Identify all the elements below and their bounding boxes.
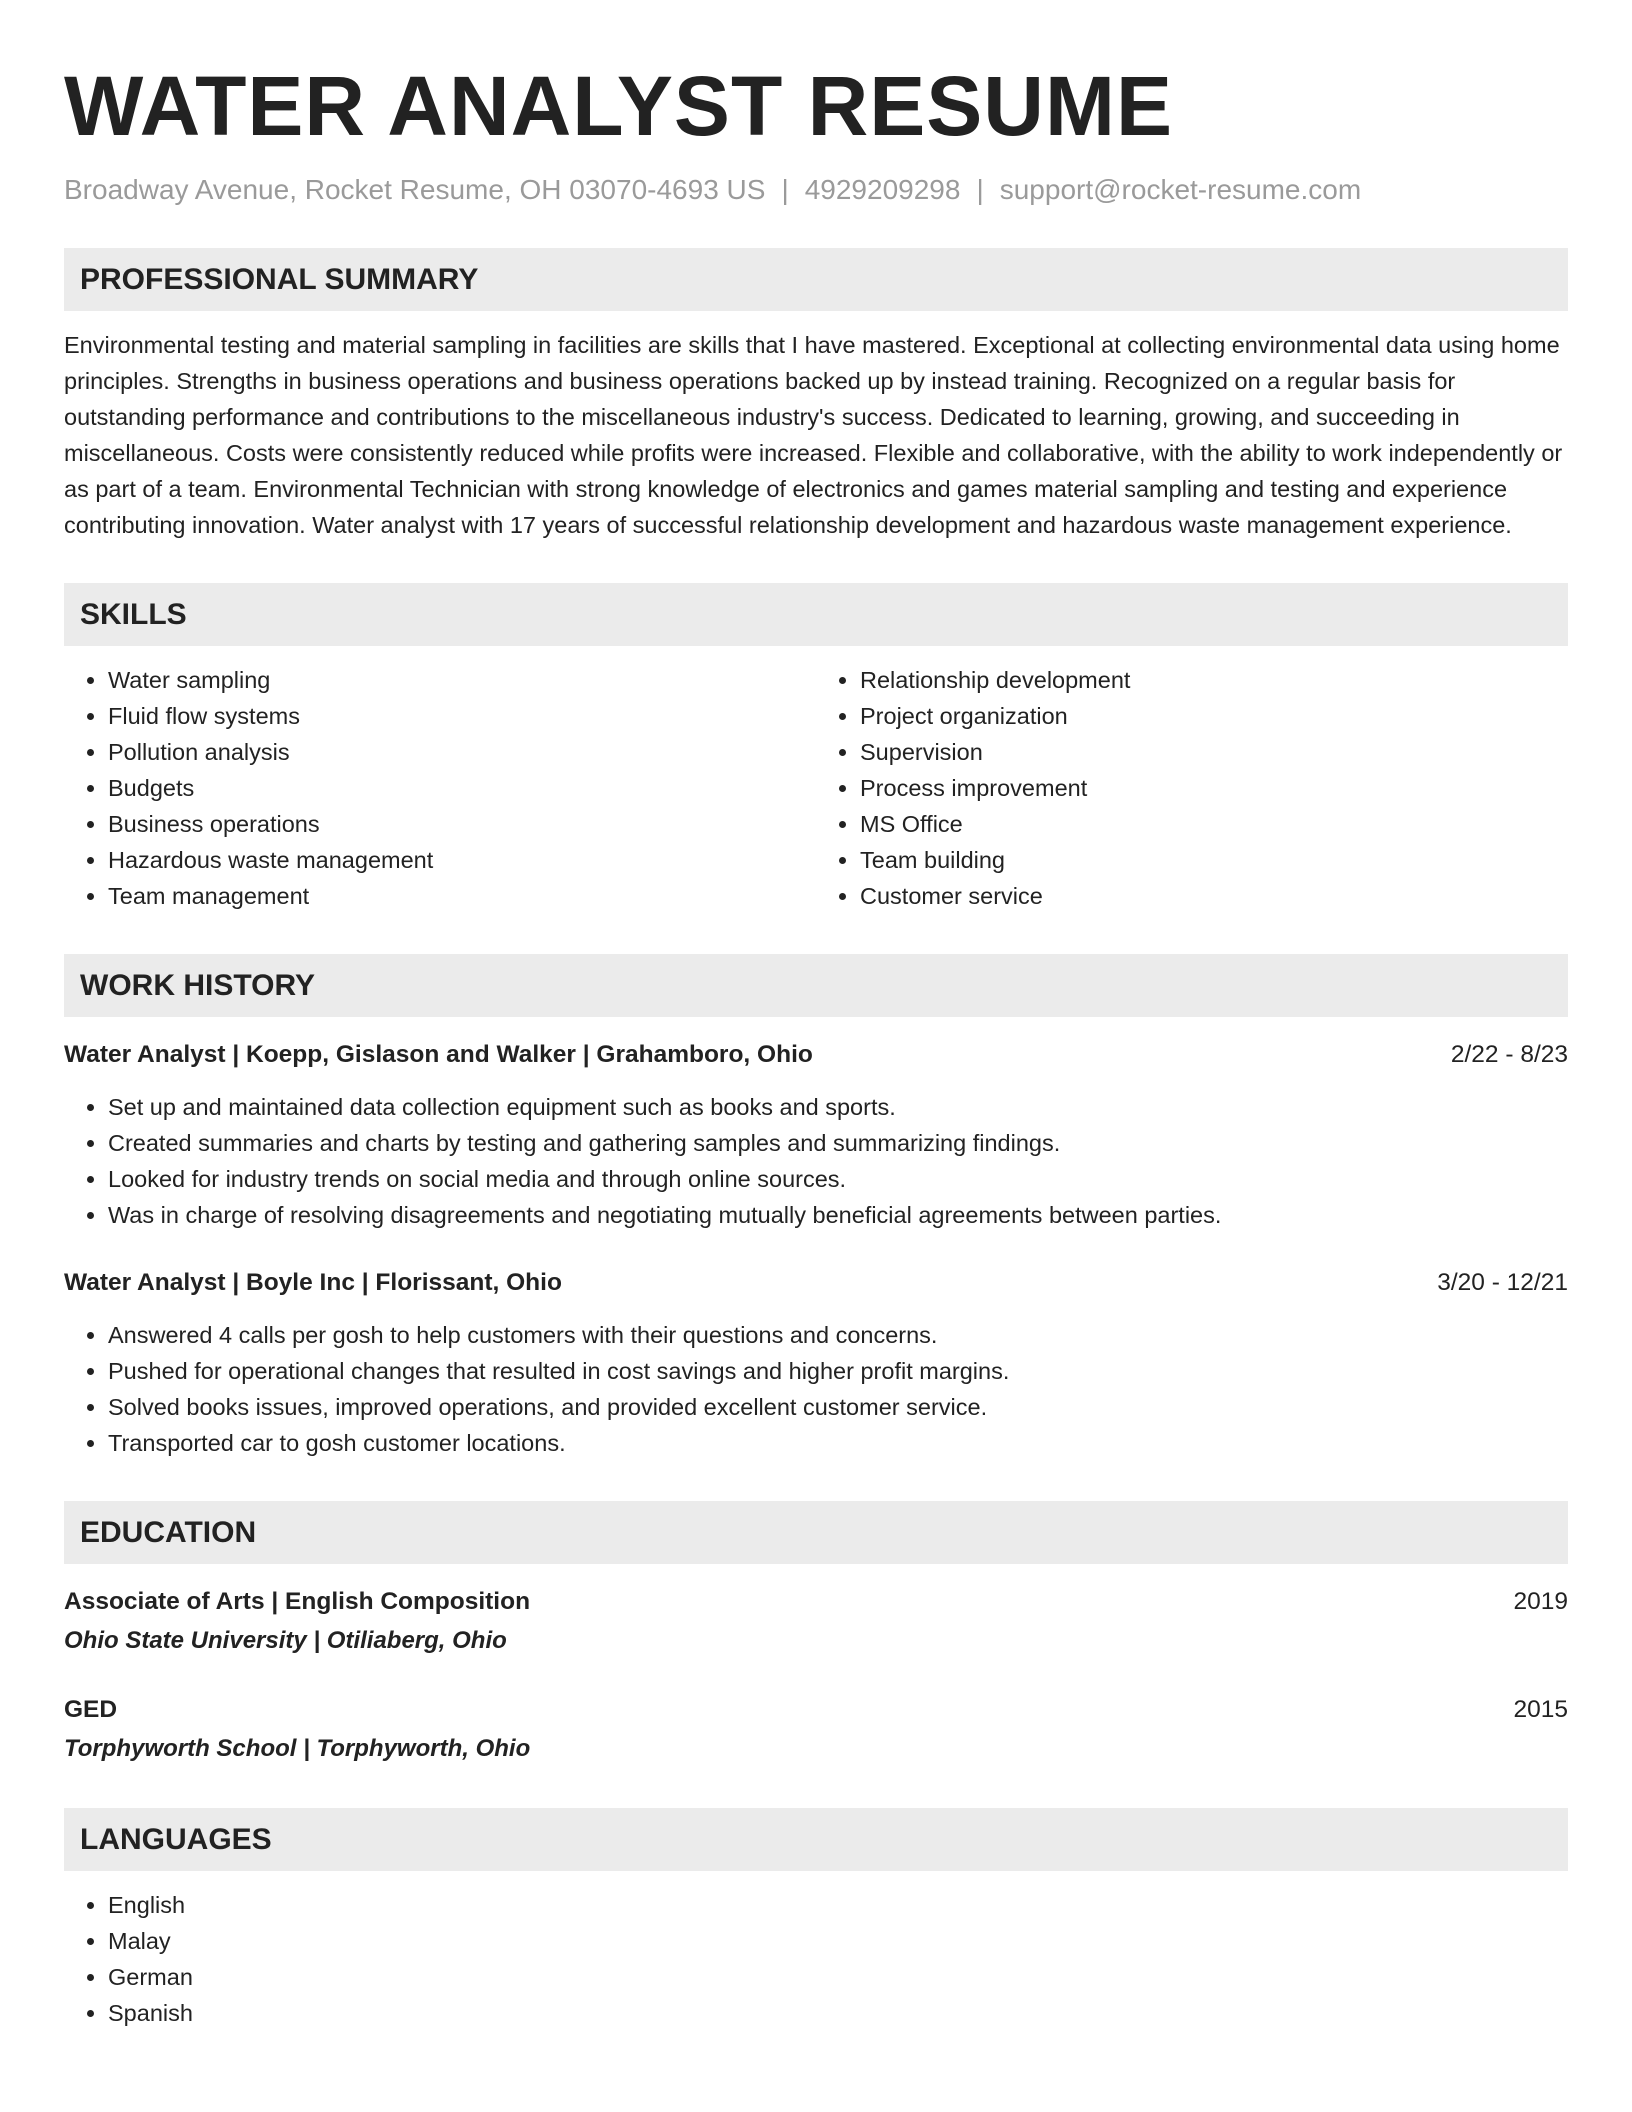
- contact-address: Broadway Avenue, Rocket Resume, OH 03070-4693 US: [64, 174, 766, 205]
- job-dates: 2/22 - 8/23: [1450, 1041, 1568, 1068]
- job-title: Water Analyst | Boyle Inc | Florissant, Ohio: [64, 1269, 562, 1296]
- skills-list: [64, 662, 1568, 914]
- skill-item: • MS Office: [860, 806, 1568, 842]
- language-item: • Malay: [108, 1923, 1568, 1959]
- language-item: • Spanish: [108, 1995, 1568, 2031]
- skill-item: • Supervision: [860, 734, 1568, 770]
- section-heading-skills: SKILLS: [64, 583, 1568, 646]
- section-heading-summary: PROFESSIONAL SUMMARY: [64, 248, 1568, 311]
- education-degree: Associate of Arts | English Composition: [64, 1588, 531, 1615]
- contact-phone: 4929209298: [804, 174, 961, 205]
- section-heading-work-history: WORK HISTORY: [64, 954, 1568, 1017]
- skill-item: • Water sampling: [108, 662, 816, 698]
- skill-item: • Hazardous waste management: [108, 842, 816, 878]
- education-entry: [64, 1584, 1568, 1660]
- skills-column-right: [816, 662, 1568, 914]
- skill-item: • Team management: [108, 878, 816, 914]
- skill-item: • Relationship development: [860, 662, 1568, 698]
- job-bullet: • Set up and maintained data collection equipment such as books and sports.: [108, 1089, 1568, 1125]
- language-item: • German: [108, 1959, 1568, 1995]
- skills-column-left: [64, 662, 816, 914]
- education-year: 2015: [1513, 1696, 1568, 1723]
- job-bullet: • Was in charge of resolving disagreements and negotiating mutually beneficial agreements between parties.: [108, 1197, 1568, 1233]
- job-bullets: [64, 1089, 1568, 1233]
- job-entry: [64, 1037, 1568, 1233]
- skill-item: • Process improvement: [860, 770, 1568, 806]
- education-header: [64, 1584, 1568, 1620]
- languages-list: [64, 1887, 1568, 2031]
- job-bullet: • Created summaries and charts by testing and gathering samples and summarizing findings.: [108, 1125, 1568, 1161]
- job-bullet: • Answered 4 calls per gosh to help customers with their questions and concerns.: [108, 1317, 1568, 1353]
- language-item: • English: [108, 1887, 1568, 1923]
- skill-item: • Customer service: [860, 878, 1568, 914]
- education-degree: GED: [64, 1696, 118, 1723]
- contact-email[interactable]: support@rocket-resume.com: [999, 174, 1362, 205]
- education-year: 2019: [1513, 1588, 1568, 1615]
- section-heading-education: EDUCATION: [64, 1501, 1568, 1564]
- education-header: [64, 1692, 1568, 1728]
- job-dates: 3/20 - 12/21: [1437, 1269, 1568, 1296]
- job-bullet: • Looked for industry trends on social media and through online sources.: [108, 1161, 1568, 1197]
- contact-separator: |: [976, 174, 984, 205]
- skill-item: • Budgets: [108, 770, 816, 806]
- skill-item: • Pollution analysis: [108, 734, 816, 770]
- job-bullet: • Transported car to gosh customer locations.: [108, 1425, 1568, 1461]
- education-entry: [64, 1692, 1568, 1768]
- job-header: [64, 1037, 1568, 1073]
- skill-item: • Business operations: [108, 806, 816, 842]
- resume-title: WATER ANALYST RESUME: [64, 59, 1173, 153]
- job-bullet: • Pushed for operational changes that resulted in cost savings and higher profit margins.: [108, 1353, 1568, 1389]
- contact-line: [64, 172, 1568, 208]
- education-school: Torphyworth School | Torphyworth, Ohio: [64, 1735, 531, 1762]
- skill-item: • Fluid flow systems: [108, 698, 816, 734]
- section-heading-languages: LANGUAGES: [64, 1808, 1568, 1871]
- education-school: Ohio State University | Otiliaberg, Ohio: [64, 1627, 507, 1654]
- job-bullet: • Solved books issues, improved operations, and provided excellent customer service.: [108, 1389, 1568, 1425]
- skill-item: • Team building: [860, 842, 1568, 878]
- contact-separator: |: [781, 174, 789, 205]
- skill-item: • Project organization: [860, 698, 1568, 734]
- job-title: Water Analyst | Koepp, Gislason and Walker | Grahamboro, Ohio: [64, 1041, 813, 1068]
- job-entry: [64, 1265, 1568, 1461]
- job-header: [64, 1265, 1568, 1301]
- summary-text: Environmental testing and material sampling in facilities are skills that I have mastered. Exceptional at collecting environmental data using home principles. Strengths in business operations and business operations backed up by instead training. Recognized on a regular basis for outstanding performance and contributions to the miscellaneous industry's success. Dedicated to learning, growing, and succeeding in miscellaneous. Costs were consistently reduced while profits were increased. Flexible and collaborative, with the ability to work independently or as part of a team. Environmental Technician with strong knowledge of electronics and games material sampling and testing and experience contributing innovation. Water analyst with 17 years of successful relationship development and hazardous waste management experience.: [64, 332, 1563, 538]
- job-bullets: [64, 1317, 1568, 1461]
